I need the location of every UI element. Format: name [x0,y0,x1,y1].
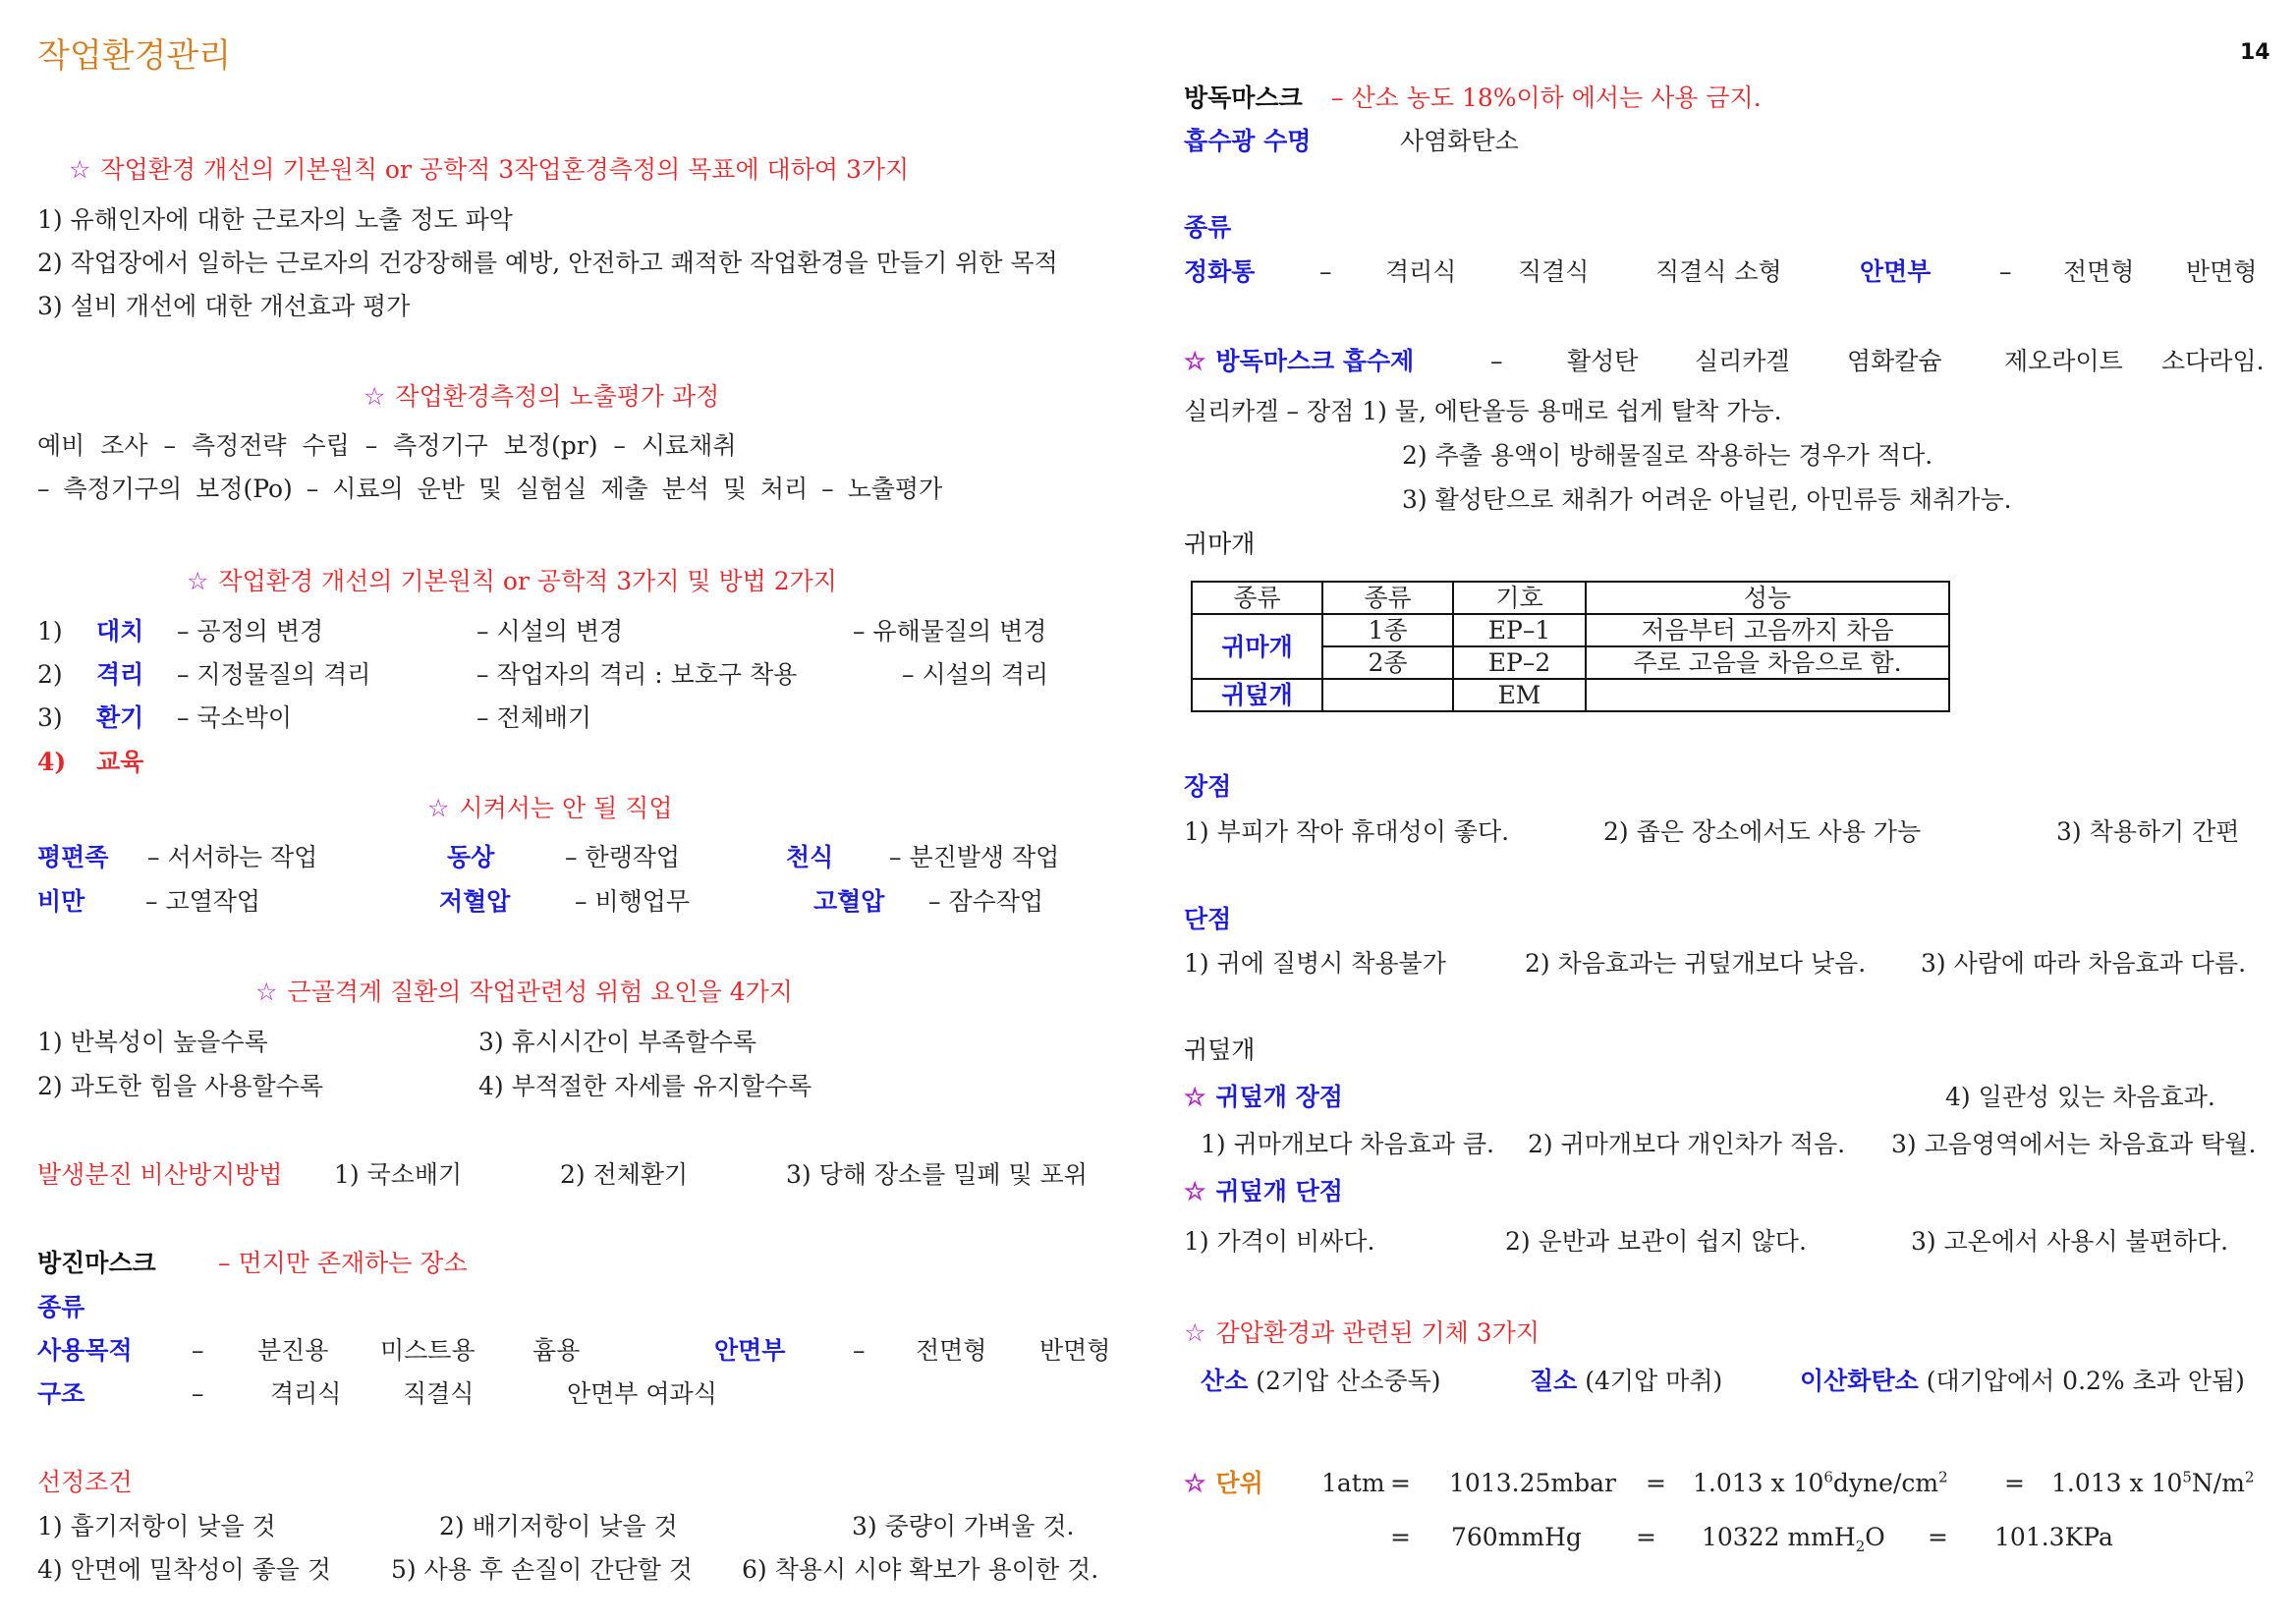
list-item: 2) 작업장에서 일하는 근로자의 건강장해를 예방, 안전하고 쾌적한 작업환경을 만들기 위한 목적 [37,249,1058,277]
section-note: – 산소 농도 18%이하 에서는 사용 금지. [1331,84,1762,112]
condition-value: – 잠수작업 [928,887,1044,916]
list-item: 4) 일관성 있는 차음효과. [1945,1083,2215,1111]
section-heading: ☆ 귀덮개 단점 [1184,1177,1343,1205]
condition-key: 평편족 [37,843,109,871]
detail-line: 실리카겔 – 장점 1) 물, 에탄올등 용매로 쉽게 탈착 가능. [1184,397,1782,425]
section-title: 방독마스크 [1184,84,1303,112]
list-item: 3) 착용하기 간편 [2056,817,2240,846]
condition-value: – 한랭작업 [565,843,681,871]
table-cell: EP–2 [1453,646,1586,679]
gas-item: 이산화탄소 (대기압에서 0.2% 초과 안됨) [1800,1367,2245,1395]
list-item: 1) 국소배기 [334,1160,463,1189]
list-number: 3) [37,703,63,732]
section-title: 귀마개 [1184,530,1256,558]
list-item: 3) 중량이 가벼울 것. [852,1512,1075,1540]
list-item: 2) 과도한 힘을 사용할수록 [37,1072,324,1100]
list-item: 2) 귀마개보다 개인차가 적음. [1528,1130,1846,1158]
condition-value: – 고열작업 [145,887,261,916]
star-icon: ☆ [1184,347,1206,375]
equals-sign: = [1390,1469,1411,1497]
list-item: 3) 고온에서 사용시 불편하다. [1911,1227,2229,1256]
detail-line: 2) 추출 용액이 방해물질로 작용하는 경우가 적다. [1402,441,1933,470]
kind-item: 전면형 [916,1336,987,1365]
list-item: 3) 설비 개선에 대한 개선효과 평가 [37,292,411,320]
condition-value: – 서서하는 작업 [147,843,318,871]
list-item: 2) 좁은 장소에서도 사용 가능 [1603,817,1922,846]
list-item: 1) 유해인자에 대한 근로자의 노출 정도 파악 [37,205,513,234]
table-cell: EP–1 [1453,614,1586,646]
kind-item: 미스트용 [380,1336,476,1365]
method-item: – 작업자의 격리 : 보호구 착용 [476,660,798,689]
table-header-cell: 종류 [1322,582,1453,614]
list-item: 1) 가격이 비싸다. [1184,1227,1375,1256]
table-cell: 저음부터 고음까지 차음 [1586,614,1949,646]
kind-item: 안면부 여과식 [567,1379,717,1408]
method-key: 격리 [96,660,144,689]
method-item: – 유해물질의 변경 [853,617,1047,645]
condition-value: – 분진발생 작업 [889,843,1060,871]
star-icon: ☆ [1184,1318,1206,1347]
list-number: 2) [37,660,63,689]
condition-key: 저혈압 [439,887,511,916]
page-number: 14 [2240,40,2270,65]
unit-value: 10322 mmH$_2$O [1702,1523,1885,1555]
table-header-cell: 성능 [1586,582,1949,614]
kind-item: 직결식 소형 [1655,257,1782,286]
section-title: 방진마스크 [37,1249,156,1277]
method-item: – 전체배기 [476,703,592,732]
list-item: 4) 부적절한 자세를 유지할수록 [478,1072,812,1100]
list-item: 1) 흡기저항이 낮을 것 [37,1512,276,1540]
dash: – [192,1336,204,1365]
kind-item: 흄용 [532,1336,581,1365]
unit-value: 1.013 x $10^5N/m^2$ [2051,1468,2255,1497]
unit-value: 1.013 x $10^6dyne/cm^2$ [1693,1468,1948,1497]
method-item: – 지정물질의 격리 [177,660,371,689]
section-heading: ☆ 단위 [1184,1469,1263,1497]
unit-value: 101.3KPa [1994,1523,2113,1551]
dash: – [853,1336,866,1365]
kind-key: 안면부 [714,1336,786,1365]
equals-sign: = [1928,1523,1948,1551]
method-item: – 시설의 격리 [902,660,1049,689]
method-item: – 시설의 변경 [476,617,624,645]
kind-item: 분진용 [257,1336,329,1365]
dash: – [192,1379,204,1408]
list-item: 2) 차음효과는 귀덮개보다 낮음. [1525,949,1867,978]
absorbent-item: 활성탄 [1567,347,1639,375]
section-heading: ☆ 감압환경과 관련된 기체 3가지 [1184,1318,1540,1347]
section-title: 선정조건 [37,1468,133,1496]
table-cell: 귀마개 [1192,614,1322,679]
equals-sign: = [1390,1523,1411,1551]
list-item: 1) 귀에 질병시 착용불가 [1184,949,1446,978]
unit-value: 760mmHg [1451,1523,1582,1551]
list-item: 3) 휴시시간이 부족할수록 [478,1028,757,1056]
list-item: 3) 당해 장소를 밀폐 및 포위 [786,1160,1088,1189]
list-item: 2) 전체환기 [560,1160,689,1189]
table-cell [1322,679,1453,711]
absorbent-item: 염화칼슘 [1847,347,1942,375]
table-header-cell: 종류 [1192,582,1322,614]
kind-label: 종류 [1184,213,1232,242]
condition-key: 동상 [447,843,495,871]
condition-key: 천식 [786,843,834,871]
section-heading: ☆ 작업환경측정의 노출평가 과정 [364,382,720,411]
list-item: 6) 착용시 시야 확보가 용이한 것. [742,1555,1099,1584]
absorbent-item: 소다라임. [2161,347,2265,375]
process-line: 예비 조사 – 측정전략 수립 – 측정기구 보정(pr) – 시료채취 [37,431,737,460]
equals-sign: = [2004,1469,2025,1497]
list-number: 1) [37,617,63,645]
star-icon: ☆ [427,794,450,822]
section-heading: ☆ 시켜서는 안 될 직업 [427,794,673,822]
condition-key: 비만 [37,887,85,916]
table-header-row [1192,582,1949,614]
unit-value: 1atm [1321,1469,1385,1497]
absorbent-item: 제오라이트 [2004,347,2123,375]
section-heading: ☆ 근골격계 질환의 작업관련성 위험 요인을 4가지 [255,978,793,1006]
process-line: – 측정기구의 보정(Po) – 시료의 운반 및 실험실 제출 분석 및 처리 – 노출평가 [37,475,943,503]
list-item: 3) 사람에 따라 차음효과 다름. [1921,949,2247,978]
section-heading: ☆ 작업환경 개선의 기본원칙 or 공학적 3작업혼경측정의 목표에 대하여 3가지 [69,155,910,184]
table-cell: 2종 [1322,646,1453,679]
dash: – [1490,347,1503,375]
kind-item: 격리식 [1385,257,1457,286]
kind-item: 격리식 [270,1379,342,1408]
condition-value: – 비행업무 [575,887,691,916]
table-cell: 주로 고음을 차음으로 함. [1586,646,1949,679]
method-item: – 국소박이 [177,703,293,732]
absorbent-item: 실리카겔 [1695,347,1790,375]
table-row [1192,679,1949,711]
star-icon: ☆ [364,382,386,411]
list-item: 5) 사용 후 손질이 간단할 것 [391,1555,693,1584]
cons-label: 단점 [1184,905,1232,933]
section-note: – 먼지만 존재하는 장소 [218,1249,468,1277]
kind-item: 전면형 [2063,257,2135,286]
pros-label: 장점 [1184,772,1232,801]
method-key: 교육 [96,748,144,776]
section-heading: ☆ 귀덮개 장점 [1184,1083,1343,1111]
list-item: 1) 부피가 작아 휴대성이 좋다. [1184,817,1510,846]
detail-line: 3) 활성탄으로 채취가 어려운 아닐린, 아민류등 채취가능. [1402,485,2012,514]
star-icon: ☆ [255,978,278,1006]
kind-key: 정화통 [1184,257,1256,286]
dash: – [1319,257,1332,286]
method-item: – 공정의 변경 [177,617,324,645]
section-label: 발생분진 비산방지방법 [37,1160,283,1189]
method-key: 환기 [96,703,144,732]
kind-key: 안면부 [1860,257,1932,286]
star-icon: ☆ [69,155,91,184]
condition-key: 고혈압 [813,887,885,916]
table-header-cell: 기호 [1453,582,1586,614]
kind-key: 사용목적 [37,1336,133,1365]
equals-sign: = [1636,1523,1656,1551]
table-cell: 귀덮개 [1192,679,1322,711]
unit-value: 1013.25mbar [1449,1469,1616,1497]
kind-item: 반면형 [2186,257,2258,286]
gas-item: 질소 (4기압 마취) [1530,1367,1723,1395]
list-item: 2) 운반과 보관이 쉽지 않다. [1505,1227,1807,1256]
section-title: 귀덮개 [1184,1036,1256,1064]
star-icon: ☆ [187,567,209,595]
section-heading: ☆ 방독마스크 흡수제 [1184,347,1415,375]
kind-item: 직결식 [1518,257,1590,286]
table-cell [1586,679,1949,711]
list-item: 1) 반복성이 높을수록 [37,1028,268,1056]
field-label: 흡수광 수명 [1184,127,1312,155]
kind-item: 반면형 [1039,1336,1111,1365]
star-icon: ☆ [1184,1083,1206,1111]
list-number: 4) [37,748,67,776]
gas-item: 산소 (2기압 산소중독) [1201,1367,1441,1395]
equals-sign: = [1646,1469,1666,1497]
dash: – [1999,257,2012,286]
kind-item: 직결식 [403,1379,475,1408]
page-title: 작업환경관리 [37,36,232,76]
earplug-table [1191,581,1950,712]
list-item: 4) 안면에 밀착성이 좋을 것 [37,1555,331,1584]
section-heading: ☆ 작업환경 개선의 기본원칙 or 공학적 3가지 및 방법 2가지 [187,567,837,595]
list-item: 2) 배기저항이 낮을 것 [439,1512,678,1540]
star-icon: ☆ [1184,1469,1206,1497]
table-row [1192,614,1949,646]
table-cell: 1종 [1322,614,1453,646]
list-item: 1) 귀마개보다 차음효과 큼. [1201,1130,1494,1158]
kind-label: 종류 [37,1293,85,1321]
field-value: 사염화탄소 [1400,127,1519,155]
star-icon: ☆ [1184,1177,1206,1205]
kind-key: 구조 [37,1379,85,1408]
table-cell: EM [1453,679,1586,711]
list-item: 3) 고음영역에서는 차음효과 탁월. [1891,1130,2257,1158]
method-key: 대치 [96,617,144,645]
